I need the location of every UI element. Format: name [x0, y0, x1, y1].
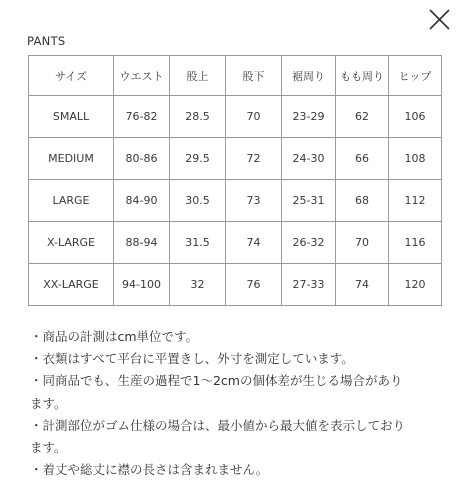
note-line: ます。: [30, 395, 67, 411]
cell-hip: 120: [389, 264, 442, 306]
cell-hem: 23-29: [282, 96, 336, 138]
cell-thigh: 62: [336, 96, 389, 138]
close-icon: [426, 7, 452, 33]
table-row: [29, 222, 442, 264]
note-line: ・着丈や総丈に襟の長さは含まれません。: [30, 462, 269, 478]
cell-waist: 76-82: [114, 96, 170, 138]
section-title: PANTS: [27, 34, 66, 48]
header-size: サイズ: [29, 56, 114, 96]
table-row: [29, 180, 442, 222]
table-row: [29, 138, 442, 180]
note-line: ・計測部位がゴム仕様の場合は、最小値から最大値を表示しており: [30, 417, 406, 433]
table-row: [29, 96, 442, 138]
cell-hem: 25-31: [282, 180, 336, 222]
cell-size: LARGE: [29, 180, 114, 222]
close-button[interactable]: [426, 7, 452, 33]
note-line: ・商品の計測はcm単位です。: [30, 329, 199, 344]
size-chart-table: [28, 55, 442, 306]
cell-waist: 88-94: [114, 222, 170, 264]
cell-waist: 84-90: [114, 180, 170, 222]
note-line: ・同商品でも、生産の過程で1〜2cmの個体差が生じる場合があり: [30, 373, 403, 389]
cell-inseam: 72: [226, 138, 282, 180]
cell-waist: 94-100: [114, 264, 170, 306]
table-row: [29, 264, 442, 306]
cell-inseam: 74: [226, 222, 282, 264]
cell-inseam: 73: [226, 180, 282, 222]
cell-hem: 24-30: [282, 138, 336, 180]
cell-size: XX-LARGE: [29, 264, 114, 306]
cell-thigh: 68: [336, 180, 389, 222]
cell-inseam: 76: [226, 264, 282, 306]
header-inseam: 股下: [226, 56, 282, 96]
cell-hip: 108: [389, 138, 442, 180]
note-line: ます。: [30, 440, 67, 456]
cell-hip: 116: [389, 222, 442, 264]
header-hip: ヒップ: [389, 56, 442, 96]
table-header-row: [29, 56, 442, 96]
cell-size: X-LARGE: [29, 222, 114, 264]
cell-size: MEDIUM: [29, 138, 114, 180]
cell-hem: 27-33: [282, 264, 336, 306]
cell-rise: 32: [170, 264, 226, 306]
header-waist: ウエスト: [114, 56, 170, 96]
cell-rise: 30.5: [170, 180, 226, 222]
cell-rise: 28.5: [170, 96, 226, 138]
cell-thigh: 66: [336, 138, 389, 180]
cell-rise: 29.5: [170, 138, 226, 180]
cell-hem: 26-32: [282, 222, 336, 264]
cell-rise: 31.5: [170, 222, 226, 264]
note-line: ・衣類はすべて平台に平置きし、外寸を測定しています。: [30, 351, 354, 367]
cell-waist: 80-86: [114, 138, 170, 180]
header-thigh: もも周り: [336, 56, 389, 96]
measurement-notes: [30, 326, 450, 481]
cell-size: SMALL: [29, 96, 114, 138]
header-hem: 裾周り: [282, 56, 336, 96]
cell-hip: 106: [389, 96, 442, 138]
cell-inseam: 70: [226, 96, 282, 138]
header-rise: 股上: [170, 56, 226, 96]
cell-hip: 112: [389, 180, 442, 222]
cell-thigh: 74: [336, 264, 389, 306]
cell-thigh: 70: [336, 222, 389, 264]
